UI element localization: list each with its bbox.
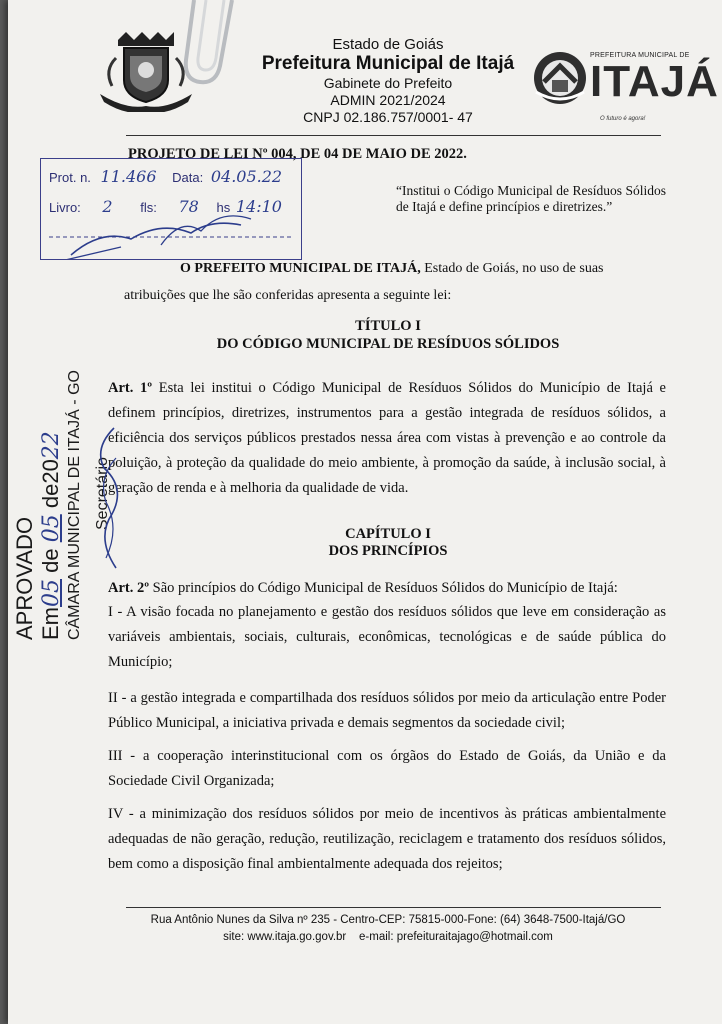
preamble-text: Estado de Goiás, no uso de suas atribuições que lhe são conferidas apresenta a seguinte lei: — [124, 261, 604, 303]
footer — [128, 912, 648, 946]
header-divider — [126, 135, 661, 136]
chapter-name: DOS PRINCÍPIOS — [328, 543, 448, 559]
data-label: Data: — [172, 170, 204, 185]
approval-date — [38, 431, 64, 640]
livro-label: Livro: — [49, 200, 81, 215]
item-i: I - A visão focada no planejamento e gestão dos resíduos sólidos que leve em consideração as variáveis ambientais, sociais, culturais, econômicas, tecnológicas e de saúde pública do Município; — [108, 604, 666, 670]
prot-value: 11.466 — [100, 167, 157, 186]
logo-tagline: O futuro é agora! — [600, 116, 646, 122]
document-page — [8, 0, 722, 1024]
camara-name: CÂMARA MUNICIPAL DE ITAJÁ - GO — [66, 370, 83, 640]
hs-value: 14:10 — [235, 197, 282, 216]
item-iv: IV - a minimização dos resíduos sólidos por meio de incentivos às práticas ambientalmente adequadas de não geração, redução, reutilização, reciclagem e tratamento dos resíduos sólidos, bem como a disposição final ambientalmente adequada dos rejeitos; — [108, 806, 666, 872]
prot-label: Prot. n. — [49, 170, 91, 185]
fls-label: fls: — [140, 200, 157, 215]
approved-label: APROVADO — [12, 516, 37, 640]
article-1-label: Art. 1º — [108, 380, 153, 396]
approval-de2: de20 — [38, 459, 63, 509]
approval-signature-icon — [86, 418, 132, 578]
approval-month: 05 — [39, 514, 64, 543]
itaja-logo-mark-icon — [530, 48, 590, 108]
state-name: Estado de Goiás — [332, 36, 444, 53]
footer-divider — [126, 907, 661, 908]
title-number: TÍTULO I — [355, 318, 421, 334]
article-1-text: Esta lei institui o Código Municipal de Resíduos Sólidos do Município de Itajá e definem princípios, diretrizes, instrumentos para a gestão integrada de resíduos sólidos, a eficiência dos serviços públicos prestados nessa área com vistas à prevenção e ao controle da poluição, à proteção da qualidade do meio ambiente, à promoção da saúde, à inclusão social, à geração de renda e à melhoria da qualidade de vida. — [108, 380, 666, 496]
preamble-subject: O PREFEITO MUNICIPAL DE ITAJÁ, — [180, 261, 421, 276]
stamp-signature-icon — [41, 159, 301, 259]
prefeitura-name: Prefeitura Municipal de Itajá — [261, 53, 515, 74]
hs-label: hs — [216, 200, 231, 215]
cnpj-number: CNPJ 02.186.757/0001- 47 — [303, 109, 473, 125]
article-2-label: Art. 2º — [108, 580, 150, 596]
article-2 — [108, 576, 666, 601]
protocol-stamp — [40, 158, 302, 260]
chapter-number: CAPÍTULO I — [345, 526, 431, 542]
preamble — [124, 255, 664, 309]
approval-day: 05 — [39, 579, 64, 607]
letterhead — [218, 36, 558, 126]
bill-summary: “Institui o Código Municipal de Resíduos Sólidos de Itajá e define princípios e diretrizes.” — [396, 183, 666, 214]
title-name: DO CÓDIGO MUNICIPAL DE RESÍDUOS SÓLIDOS — [216, 336, 560, 352]
municipal-crest-icon — [96, 30, 196, 112]
footer-contact: site: www.itaja.go.gov.br e-mail: prefeituraitajago@hotmail.com — [223, 931, 553, 943]
article-2-text: São princípios do Código Municipal de Resíduos Sólidos do Município de Itajá: — [149, 580, 618, 596]
fls-value: 78 — [178, 197, 199, 216]
logo-small-text: PREFEITURA MUNICIPAL DE — [590, 52, 690, 59]
itaja-logo — [530, 46, 719, 128]
approval-de1: de — [38, 548, 63, 573]
footer-address: Rua Antônio Nunes da Silva nº 235 - Centro-CEP: 75815-000-Fone: (64) 3648-7500-Itajá/GO — [150, 914, 626, 926]
item-ii: II - a gestão integrada e compartilhada dos resíduos sólidos por meio da articulação entre Poder Público Municipal, a iniciativa privada e demais segmentos da sociedade civil; — [108, 690, 666, 731]
article-1 — [108, 376, 666, 501]
secretary-label: Secretário — [94, 457, 111, 530]
bill-title: PROJETO DE LEI Nº 004, DE 04 DE MAIO DE 2022. — [128, 146, 467, 162]
gabinete-name: Gabinete do Prefeito — [323, 75, 453, 91]
livro-value: 2 — [102, 197, 113, 216]
approval-em: Em — [38, 607, 63, 640]
data-value: 04.05.22 — [210, 167, 283, 186]
approval-year: 22 — [39, 431, 64, 460]
logo-big-text: ITAJÁ — [590, 57, 719, 106]
admin-period: ADMIN 2021/2024 — [330, 92, 446, 108]
item-iii: III - a cooperação interinstitucional com os órgãos do Estado de Goiás, da União e da Sociedade Civil Organizada; — [108, 748, 666, 789]
